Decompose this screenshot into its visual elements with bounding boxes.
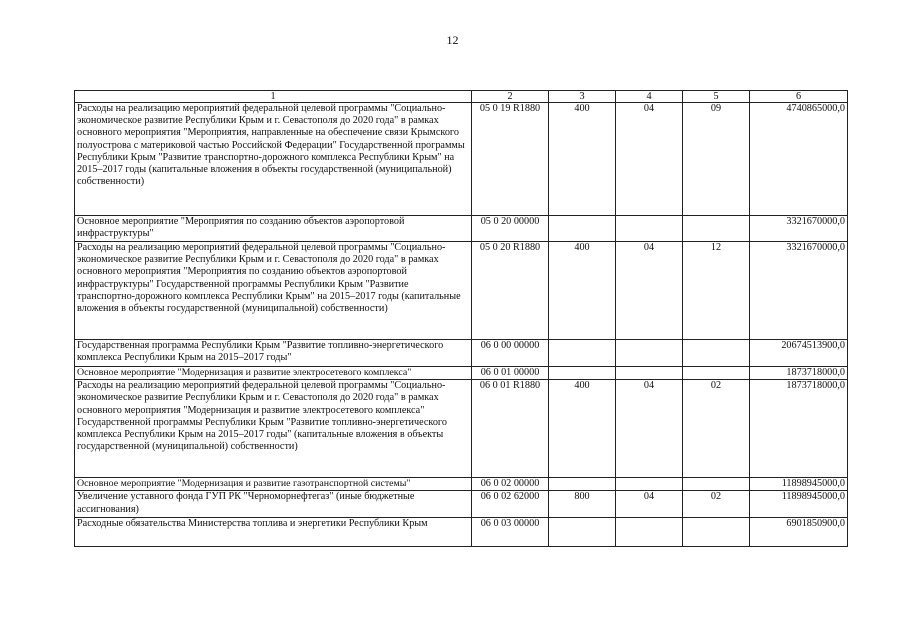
row-code: 05 0 19 R1880 <box>472 103 549 216</box>
header-col-4: 4 <box>616 91 683 103</box>
row-amount: 6901850900,0 <box>750 518 848 547</box>
page-number: 12 <box>446 33 459 47</box>
header-col-6: 6 <box>750 91 848 103</box>
row-amount: 3321670000,0 <box>750 216 848 242</box>
row-subsection <box>683 216 750 242</box>
row-name: Государственная программа Республики Крым "Развитие топливно-энергетического комплекса Республики Крым на 2015–2017 годы" <box>75 340 472 367</box>
table-row <box>75 491 848 518</box>
row-name: Основное мероприятие "Мероприятия по созданию объектов аэропортовой инфраструктуры" <box>75 216 472 242</box>
row-code: 05 0 20 R1880 <box>472 242 549 340</box>
row-subsection <box>683 518 750 547</box>
row-amount: 3321670000,0 <box>750 242 848 340</box>
row-expense-type <box>549 340 616 367</box>
table-row <box>75 478 848 491</box>
row-subsection <box>683 367 750 380</box>
table-row <box>75 367 848 380</box>
row-expense-type <box>549 367 616 380</box>
header-col-2: 2 <box>472 91 549 103</box>
row-expense-type: 400 <box>549 242 616 340</box>
row-subsection: 09 <box>683 103 750 216</box>
row-code: 06 0 02 00000 <box>472 478 549 491</box>
header-col-1: 1 <box>75 91 472 103</box>
row-code: 06 0 01 00000 <box>472 367 549 380</box>
header-col-3: 3 <box>549 91 616 103</box>
row-expense-type: 800 <box>549 491 616 518</box>
row-name: Основное мероприятие "Модернизация и развитие электросетевого комплекса" <box>75 367 472 380</box>
row-name: Основное мероприятие "Модернизация и развитие газотранспортной системы" <box>75 478 472 491</box>
row-section <box>616 340 683 367</box>
row-expense-type: 400 <box>549 380 616 478</box>
row-section <box>616 518 683 547</box>
row-code: 06 0 00 00000 <box>472 340 549 367</box>
row-amount: 20674513900,0 <box>750 340 848 367</box>
row-amount: 4740865000,0 <box>750 103 848 216</box>
row-section <box>616 478 683 491</box>
row-code: 06 0 02 62000 <box>472 491 549 518</box>
row-name: Расходы на реализацию мероприятий федеральной целевой программы "Социально-экономическое развитие Республики Крым и г. Севастополя до 2020 года" в рамках основного мероприятия "Мероприятия по созданию объектов аэропортовой инфраструктуры" Государственной программы Республики Крым "Развитие транспортно-дорожного комплекса Республики Крым" на 2015–2017 годы (капитальные вложения в объекты государственной (муниципальной) собственности) <box>75 242 472 340</box>
budget-table <box>74 90 848 547</box>
table-row <box>75 216 848 242</box>
row-name: Расходы на реализацию мероприятий федеральной целевой программы "Социально-экономическое развитие Республики Крым и г. Севастополя до 2020 года" в рамках основного мероприятия "Модернизация и развитие электросетевого комплекса" Государственной программы Республики Крым "Развитие топливно-энергетического комплекса Республики Крым на 2015–2017 годы" (капитальные вложения в объекты государственной (муниципальной) собственности) <box>75 380 472 478</box>
table-row <box>75 242 848 340</box>
row-section: 04 <box>616 380 683 478</box>
row-expense-type: 400 <box>549 103 616 216</box>
row-amount: 11898945000,0 <box>750 478 848 491</box>
row-subsection <box>683 340 750 367</box>
table-row <box>75 380 848 478</box>
row-section: 04 <box>616 242 683 340</box>
row-amount: 1873718000,0 <box>750 367 848 380</box>
row-subsection: 02 <box>683 380 750 478</box>
header-row <box>75 91 848 103</box>
row-section <box>616 367 683 380</box>
row-section: 04 <box>616 491 683 518</box>
row-code: 06 0 03 00000 <box>472 518 549 547</box>
header-col-5: 5 <box>683 91 750 103</box>
table-row <box>75 103 848 216</box>
row-expense-type <box>549 518 616 547</box>
row-subsection: 12 <box>683 242 750 340</box>
row-expense-type <box>549 216 616 242</box>
row-subsection <box>683 478 750 491</box>
row-amount: 11898945000,0 <box>750 491 848 518</box>
row-amount: 1873718000,0 <box>750 380 848 478</box>
table-row <box>75 518 848 547</box>
row-expense-type <box>549 478 616 491</box>
row-subsection: 02 <box>683 491 750 518</box>
row-name: Увеличение уставного фонда ГУП РК "Черноморнефтегаз" (иные бюджетные ассигнования) <box>75 491 472 518</box>
table-row <box>75 340 848 367</box>
row-section <box>616 216 683 242</box>
row-code: 06 0 01 R1880 <box>472 380 549 478</box>
row-code: 05 0 20 00000 <box>472 216 549 242</box>
row-name: Расходные обязательства Министерства топлива и энергетики Республики Крым <box>75 518 472 547</box>
row-section: 04 <box>616 103 683 216</box>
row-name: Расходы на реализацию мероприятий федеральной целевой программы "Социально-экономическое развитие Республики Крым и г. Севастополя до 2020 года" в рамках основного мероприятия "Мероприятия, направленные на обеспечение связи Крымского полуострова с материковой частью Российской Федерации" Государственной программы Республики Крым "Развитие транспортно-дорожного комплекса Республики Крым" на 2015–2017 годы (капитальные вложения в объекты государственной (муниципальной) собственности) <box>75 103 472 216</box>
